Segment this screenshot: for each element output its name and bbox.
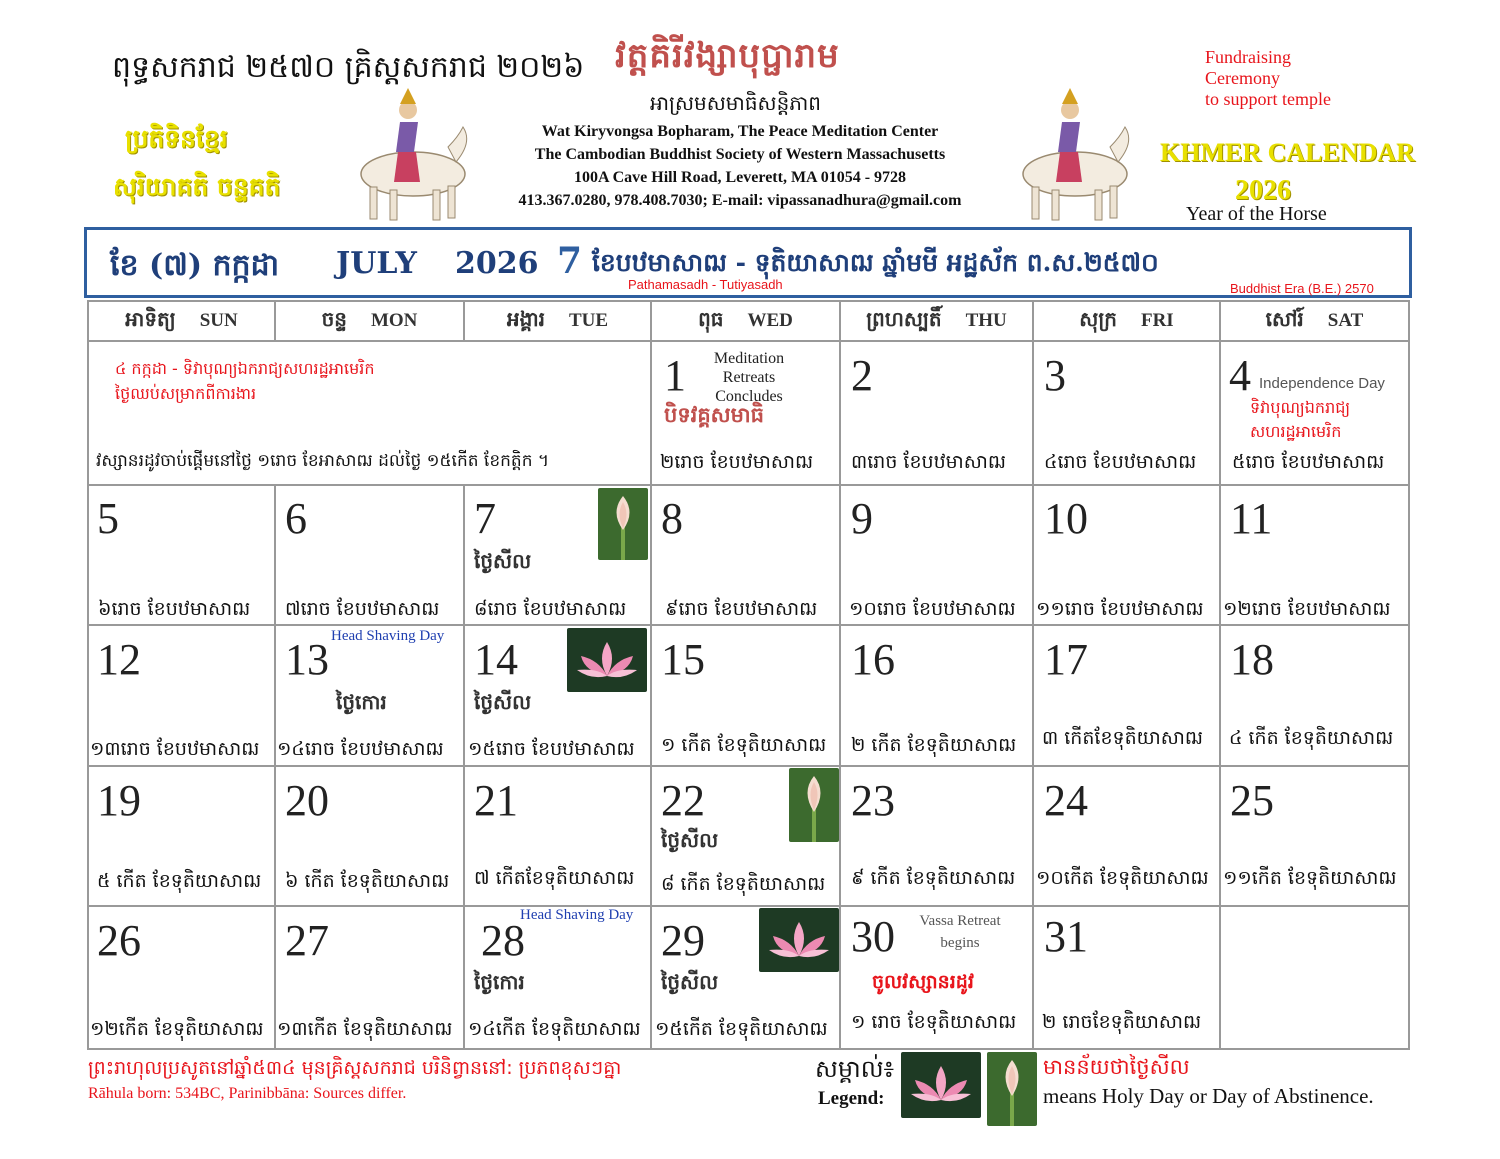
retreat-closing-khmer: បិទវគ្គសមាធិ xyxy=(664,403,764,427)
legend-khmer-label: សម្គាល់៖ xyxy=(815,1055,895,1083)
weekday-kh: អាទិត្យ xyxy=(125,307,176,331)
weekday-kh: ចន្ទ xyxy=(321,307,347,331)
lunar-date: ៧ កើតខែទុតិយាសាឍ xyxy=(474,867,635,889)
day-number: 6 xyxy=(285,494,307,543)
weekday-sun xyxy=(89,302,276,340)
lunar-date: ១០រោច ខែបឋមាសាឍ xyxy=(849,598,1016,620)
legend-lotus-flower-icon xyxy=(901,1052,981,1118)
col-divider xyxy=(463,484,465,1048)
weekday-en: MON xyxy=(370,310,418,331)
pathamasadh-label: Pathamasadh - Tutiyasadh xyxy=(628,277,783,292)
lotus-bud-icon xyxy=(789,768,839,842)
day-number: 14 xyxy=(474,635,518,684)
day-number: 24 xyxy=(1044,776,1088,825)
address-line-3: 100A Cave Hill Road, Leverett, MA 01054 - 9728 xyxy=(573,169,907,186)
day-number: 22 xyxy=(661,776,705,825)
fundraising-line-3: to support temple xyxy=(1205,89,1331,109)
year-of-horse: Year of the Horse xyxy=(1186,203,1327,225)
lunar-date: ១៤កើត ខែទុតិយាសាឍ xyxy=(468,1018,641,1040)
vassa-season-note: វស្សានរដូវចាប់ផ្តើមនៅថ្ងៃ ១រោច ខែអាសាឍ ដល់ថ្ងៃ ១៥កើត ខែកត្តិក ។ xyxy=(96,451,550,471)
weekday-kh: សៅរ៍ xyxy=(1265,307,1304,331)
col-divider xyxy=(839,340,841,1048)
weekday-en: SAT xyxy=(1327,310,1364,331)
day-number: 20 xyxy=(285,776,329,825)
khmer-calendar-title: KHMER CALENDAR xyxy=(1160,138,1415,167)
holy-day-label: ថ្ងៃសីល xyxy=(474,690,532,714)
day-number: 31 xyxy=(1044,912,1088,961)
lunar-date: ៩ កើត ខែទុតិយាសាឍ xyxy=(851,867,1016,889)
weekday-en: SUN xyxy=(199,310,238,331)
independence-khmer-1: ទិវាបុណ្យឯករាជ្យ xyxy=(1250,398,1351,417)
head-shaving-note: Head Shaving Day xyxy=(331,628,445,644)
day-number: 30 xyxy=(851,912,895,961)
lotus-bud-icon xyxy=(598,488,648,560)
lunar-month-title: ខែបឋមាសាឍ - ទុតិយាសាឍ ឆ្នាំមមី អដ្ឋស័ក ព.ស.២៥៧០ xyxy=(592,248,1159,277)
day-number: 29 xyxy=(661,916,705,965)
fundraising-line-1: Fundraising xyxy=(1205,47,1292,67)
lunar-date: ២រោច ខែបឋមាសាឍ xyxy=(660,451,814,473)
weekday-en: FRI xyxy=(1140,310,1174,331)
lunar-date: ៨រោច ខែបឋមាសាឍ xyxy=(474,598,627,620)
lunar-date: ៨ កើត ខែទុតិយាសាឍ xyxy=(661,873,826,895)
lunar-date: ៣ កើតខែទុតិយាសាឍ xyxy=(1042,727,1203,749)
holy-day-label: ថ្ងៃសីល xyxy=(661,828,719,852)
holy-day-label: ថ្ងៃសីល xyxy=(661,970,719,994)
weekday-kh: អង្គារ xyxy=(506,307,545,331)
lunar-date: ៩រោច ខែបឋមាសាឍ xyxy=(665,598,818,620)
lunar-date: ១០កើត ខែទុតិយាសាឍ xyxy=(1036,867,1209,889)
shaving-day-label: ថ្ងៃកោរ xyxy=(474,970,525,994)
meditation-retreat-note: Meditation Retreats Concludes xyxy=(713,350,785,405)
lunar-date: ១៣កើត ខែទុតិយាសាឍ xyxy=(277,1018,453,1040)
day-number: 28 xyxy=(481,916,525,965)
independence-day-label: Independence Day xyxy=(1259,375,1385,392)
lunar-date: ១៥កើត ខែទុតិយាសាឍ xyxy=(655,1018,828,1040)
day-number: 9 xyxy=(851,494,873,543)
lunar-date: ៦រោច ខែបឋមាសាឍ xyxy=(98,598,251,620)
shaving-day-label: ថ្ងៃកោរ xyxy=(336,690,387,714)
independence-khmer-2: សហរដ្ឋអាមេរិក xyxy=(1250,422,1342,441)
weekday-en: WED xyxy=(747,310,793,331)
head-shaving-note: Head Shaving Day xyxy=(520,907,634,923)
lunar-date: ១៣រោច ខែបឋមាសាឍ xyxy=(90,738,260,760)
weekday-fri xyxy=(1034,302,1221,340)
rahula-note-english: Rāhula born: 534BC, Parinibbāna: Sources differ. xyxy=(88,1085,407,1102)
legend-meaning-english: means Holy Day or Day of Abstinence. xyxy=(1043,1084,1374,1108)
khmer-month: ខែ (៧) កក្កដា xyxy=(110,248,280,283)
address-line-2: The Cambodian Buddhist Society of Western Massachusetts xyxy=(534,146,946,163)
day-number: 11 xyxy=(1230,494,1273,543)
deity-horse-illustration-right xyxy=(1010,82,1140,222)
day-number: 4 xyxy=(1229,351,1251,400)
era-line: ពុទ្ធសករាជ ២៥៧០ គ្រិស្តសករាជ ២០២៦ xyxy=(112,50,585,85)
weekday-kh: សុក្រ xyxy=(1079,307,1117,331)
lunar-date: ៤រោច ខែបឋមាសាឍ xyxy=(1044,451,1197,473)
day-number: 15 xyxy=(661,635,705,684)
lunar-date: ៥រោច ខែបឋមាសាឍ xyxy=(1232,451,1385,473)
day-number: 12 xyxy=(97,635,141,684)
col-divider xyxy=(1219,340,1221,1048)
weekday-mon xyxy=(276,302,465,340)
lunar-date: ២ កើត ខែទុតិយាសាឍ xyxy=(851,734,1017,756)
row-divider xyxy=(88,765,1409,767)
lunar-date: ៧រោច ខែបឋមាសាឍ xyxy=(285,598,440,620)
weekday-kh: ពុធ xyxy=(698,307,724,331)
lunar-date: ១ រោច ខែទុតិយាសាឍ xyxy=(851,1011,1017,1033)
legend-meaning-khmer: មានន័យថាថ្ងៃសីល xyxy=(1043,1055,1190,1079)
weekday-tue xyxy=(465,302,652,340)
day-number: 23 xyxy=(851,776,895,825)
row-divider xyxy=(88,905,1409,907)
lunar-date: ១៥រោច ខែបឋមាសាឍ xyxy=(468,738,635,760)
col-divider xyxy=(650,340,652,1048)
legend-lotus-bud-icon xyxy=(987,1052,1037,1126)
lunar-date: ១១រោច ខែបឋមាសាឍ xyxy=(1036,598,1204,620)
day-number: 25 xyxy=(1230,776,1274,825)
independence-day-note: ៤ កក្កដា - ទិវាបុណ្យឯករាជ្យសហរដ្ឋអាមេរិក xyxy=(115,359,375,378)
day-number: 7 xyxy=(474,494,496,543)
day-number: 3 xyxy=(1044,351,1066,400)
lunar-date: ១៤រោច ខែបឋមាសាឍ xyxy=(277,738,444,760)
lunar-date: ១២រោច ខែបឋមាសាឍ xyxy=(1223,598,1391,620)
row-divider xyxy=(88,484,1409,486)
weekday-sat xyxy=(1221,302,1408,340)
day-number: 27 xyxy=(285,916,329,965)
vassa-begins-khmer: ចូលវស្សានរដូវ xyxy=(872,971,974,993)
fundraising-line-2: Ceremony xyxy=(1205,68,1280,88)
lunar-date: ១ កើត ខែទុតិយាសាឍ xyxy=(661,734,827,756)
weekday-thu xyxy=(841,302,1034,340)
lunar-date: ១២កើត ខែទុតិយាសាឍ xyxy=(90,1018,264,1040)
lunar-date: ៥ កើត ខែទុតិយាសាឍ xyxy=(97,870,262,892)
calendar-khmer-label: ប្រតិទិនខ្មែរ xyxy=(125,124,228,153)
weekday-wed xyxy=(652,302,841,340)
day-number: 10 xyxy=(1044,494,1088,543)
vassa-retreat-note: Vassa Retreat begins xyxy=(919,913,1001,951)
contact-line: 413.367.0280, 978.408.7030; E-mail: vipassanadhura@gmail.com xyxy=(518,192,962,209)
fundraising-note xyxy=(1205,47,1331,110)
col-divider xyxy=(1032,340,1034,1048)
weekday-kh: ព្រហស្បតិ៍ xyxy=(866,307,942,331)
address-line-1: Wat Kiryvongsa Bopharam, The Peace Meditation Center xyxy=(541,123,939,140)
lotus-flower-icon xyxy=(567,628,647,692)
month-number: 7 xyxy=(557,240,583,282)
center-name-khmer: អាស្រមសមាធិសន្តិភាព xyxy=(650,91,821,115)
day-number: 19 xyxy=(97,776,141,825)
holiday-note: ថ្ងៃឈប់សម្រាកពីការងារ xyxy=(115,384,257,403)
calendar-year: 2026 xyxy=(1235,175,1291,206)
weekday-en: TUE xyxy=(569,310,609,331)
month-year: 2026 xyxy=(455,246,539,281)
day-number: 13 xyxy=(285,635,329,684)
deity-horse-illustration-left xyxy=(348,82,478,222)
lunar-date: ១១កើត ខែទុតិយាសាឍ xyxy=(1223,867,1397,889)
english-month: JULY xyxy=(336,246,417,281)
weekday-en: THU xyxy=(965,310,1007,331)
day-number: 18 xyxy=(1230,635,1274,684)
lunar-date: ២ រោចខែទុតិយាសាឍ xyxy=(1042,1011,1202,1033)
lunar-date: ៤ កើត ខែទុតិយាសាឍ xyxy=(1229,727,1394,749)
lunar-date: ៦ កើត ខែទុតិយាសាឍ xyxy=(285,870,450,892)
calendar-system-label: សុរិយាគតិ ចន្ទគតិ xyxy=(113,172,281,201)
rahula-note-khmer: ព្រះរាហុលប្រសូតនៅឆ្នាំ៥៣៤ មុនគ្រិស្តសករាជ បរិនិព្វាននៅ: ប្រភពខុសៗគ្នា xyxy=(88,1057,622,1079)
day-number: 16 xyxy=(851,635,895,684)
day-number: 2 xyxy=(851,351,873,400)
day-number: 17 xyxy=(1044,635,1088,684)
buddhist-era-label: Buddhist Era (B.E.) 2570 xyxy=(1230,281,1374,296)
holy-day-label: ថ្ងៃសីល xyxy=(474,549,532,573)
legend-label: Legend: xyxy=(818,1088,885,1109)
lunar-date: ៣រោច ខែបឋមាសាឍ xyxy=(851,451,1006,473)
temple-name-khmer: វត្តគិរីវង្សាបុប្ផារាម xyxy=(615,36,840,76)
lotus-flower-icon xyxy=(759,908,839,972)
day-number: 26 xyxy=(97,916,141,965)
row-divider xyxy=(88,340,1409,342)
day-number: 21 xyxy=(474,776,518,825)
day-number: 8 xyxy=(661,494,683,543)
day-number: 1 xyxy=(664,351,686,400)
col-divider xyxy=(274,484,276,1048)
day-number: 5 xyxy=(97,494,119,543)
